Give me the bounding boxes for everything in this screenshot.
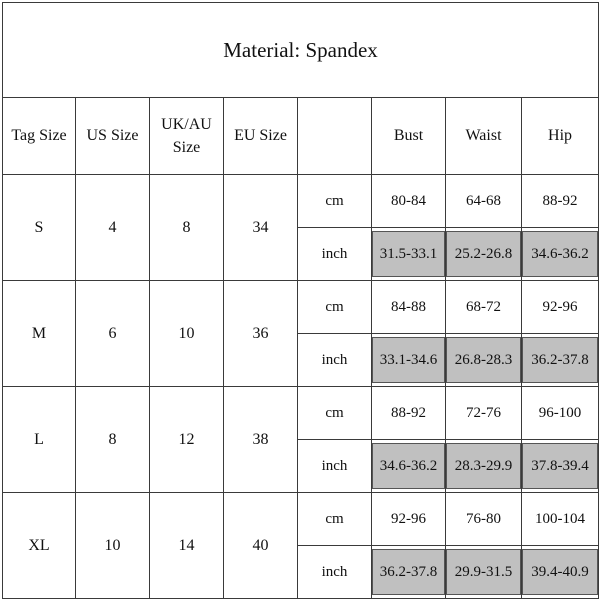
header-hip: Hip (522, 98, 599, 175)
unit-cell: inch (298, 334, 372, 387)
header-us-size: US Size (76, 98, 150, 175)
waist-value: 25.2-26.8 (446, 231, 521, 277)
us-size-cell: 4 (76, 175, 150, 281)
hip-cell (522, 546, 599, 599)
size-chart (2, 2, 598, 598)
waist-value: 29.9-31.5 (446, 549, 521, 595)
unit-cell: inch (298, 440, 372, 493)
hip-value: 37.8-39.4 (522, 443, 598, 489)
tag-size-cell: L (3, 387, 76, 493)
hip-cell: 88-92 (522, 175, 599, 228)
header-unit (298, 98, 372, 175)
waist-cell (446, 334, 522, 387)
header-ukau-line1: UK/AU (161, 115, 212, 133)
tag-size-cell: S (3, 175, 76, 281)
waist-value: 26.8-28.3 (446, 337, 521, 383)
waist-cell: 72-76 (446, 387, 522, 440)
hip-cell (522, 440, 599, 493)
bust-cell (372, 546, 446, 599)
tag-size-cell: M (3, 281, 76, 387)
bust-cell: 88-92 (372, 387, 446, 440)
hip-cell (522, 228, 599, 281)
unit-cell: cm (298, 387, 372, 440)
hip-value: 34.6-36.2 (522, 231, 598, 277)
us-size-cell: 10 (76, 493, 150, 599)
waist-cell: 68-72 (446, 281, 522, 334)
waist-cell: 64-68 (446, 175, 522, 228)
table-title: Material: Spandex (3, 3, 599, 98)
table-row (3, 387, 599, 440)
waist-cell: 76-80 (446, 493, 522, 546)
bust-value: 31.5-33.1 (372, 231, 445, 277)
header-ukau-line2: Size (172, 139, 201, 156)
hip-cell: 92-96 (522, 281, 599, 334)
bust-cell (372, 334, 446, 387)
table-row (3, 281, 599, 334)
waist-value: 28.3-29.9 (446, 443, 521, 489)
bust-value: 36.2-37.8 (372, 549, 445, 595)
waist-cell (446, 546, 522, 599)
bust-cell: 92-96 (372, 493, 446, 546)
table-row (3, 175, 599, 228)
uk-size-cell: 12 (150, 387, 224, 493)
uk-size-cell: 14 (150, 493, 224, 599)
table-row (3, 493, 599, 546)
unit-cell: inch (298, 228, 372, 281)
hip-cell (522, 334, 599, 387)
uk-size-cell: 10 (150, 281, 224, 387)
header-eu-size: EU Size (224, 98, 298, 175)
uk-size-cell: 8 (150, 175, 224, 281)
waist-cell (446, 228, 522, 281)
bust-cell (372, 228, 446, 281)
header-waist: Waist (446, 98, 522, 175)
us-size-cell: 6 (76, 281, 150, 387)
hip-value: 36.2-37.8 (522, 337, 598, 383)
eu-size-cell: 36 (224, 281, 298, 387)
eu-size-cell: 40 (224, 493, 298, 599)
header-ukau-size (150, 98, 224, 175)
eu-size-cell: 34 (224, 175, 298, 281)
header-row (3, 98, 599, 175)
unit-cell: inch (298, 546, 372, 599)
hip-value: 39.4-40.9 (522, 549, 598, 595)
hip-cell: 96-100 (522, 387, 599, 440)
tag-size-cell: XL (3, 493, 76, 599)
hip-cell: 100-104 (522, 493, 599, 546)
unit-cell: cm (298, 281, 372, 334)
size-chart-table (2, 2, 599, 599)
bust-cell: 80-84 (372, 175, 446, 228)
bust-value: 34.6-36.2 (372, 443, 445, 489)
us-size-cell: 8 (76, 387, 150, 493)
waist-cell (446, 440, 522, 493)
unit-cell: cm (298, 493, 372, 546)
unit-cell: cm (298, 175, 372, 228)
bust-value: 33.1-34.6 (372, 337, 445, 383)
header-tag-size: Tag Size (3, 98, 76, 175)
eu-size-cell: 38 (224, 387, 298, 493)
bust-cell (372, 440, 446, 493)
header-bust: Bust (372, 98, 446, 175)
bust-cell: 84-88 (372, 281, 446, 334)
